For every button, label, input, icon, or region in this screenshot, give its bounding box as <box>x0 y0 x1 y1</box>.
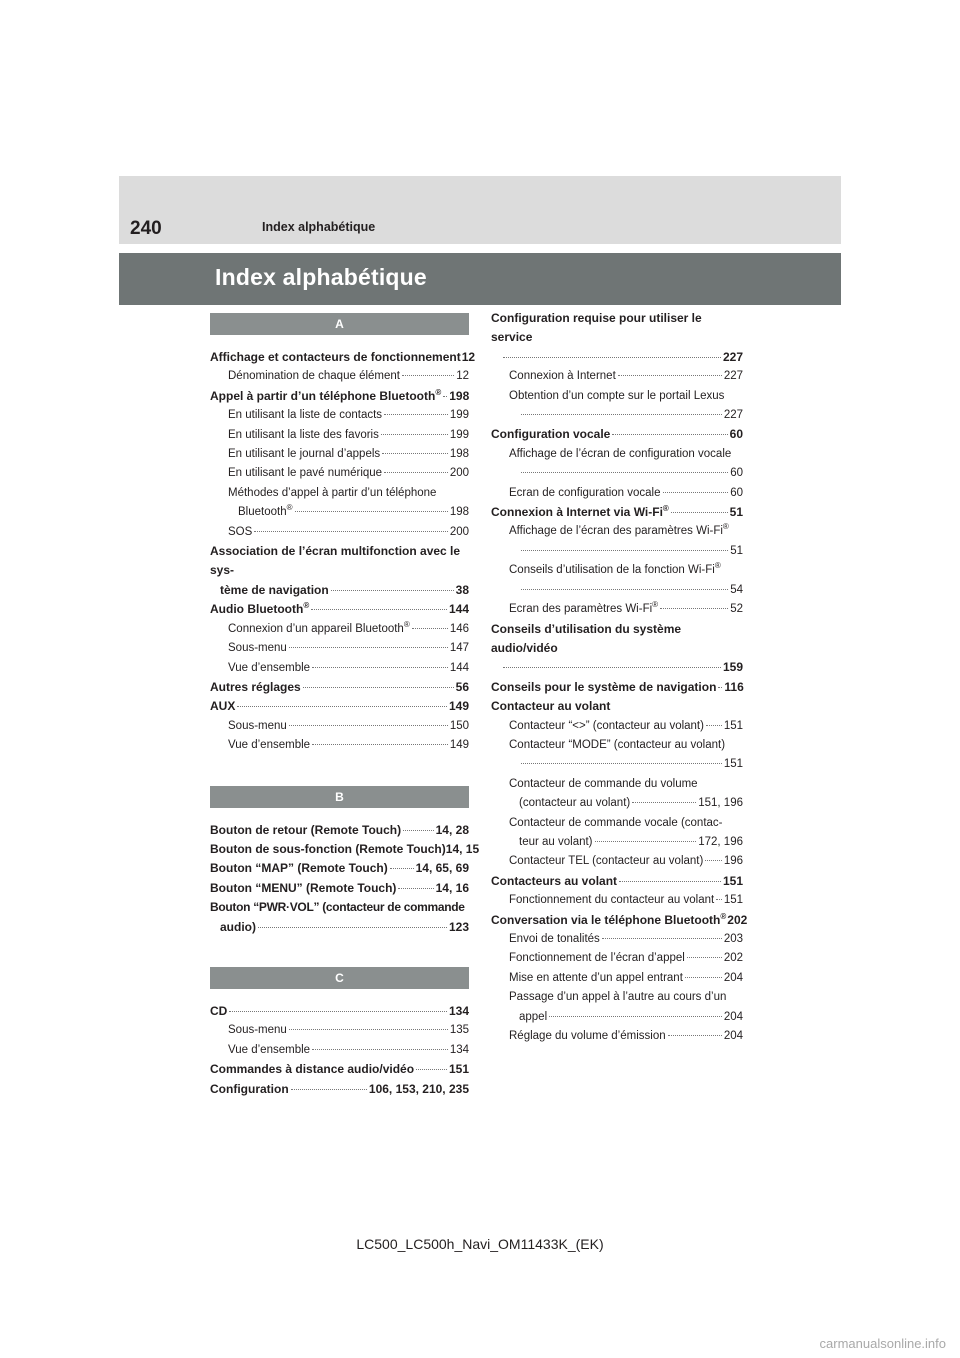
index-subentry: Contacteur TEL (contacteur au volant) 196 <box>509 855 743 868</box>
index-subentry-cont: 151 <box>491 755 743 774</box>
index-entry: Configuration requise pour utiliser le service <box>491 311 702 345</box>
index-subentry: Fonctionnement de l’écran d’appel 202 <box>509 952 743 965</box>
index-subentry: Envoi de tonalités 203 <box>509 933 743 945</box>
index-subentry: Connexion d’un appareil Bluetooth® 146 <box>228 619 469 635</box>
index-subentry-cont: appel 204 <box>519 1010 743 1023</box>
index-entry: Bouton “MENU” (Remote Touch) 14, 16 <box>210 880 469 895</box>
index-subentry: En utilisant la liste des favoris 199 <box>228 428 469 441</box>
index-subentry: Obtention d’un compte sur le portail Lexus <box>509 389 725 402</box>
index-entry: Configuration vocale 60 <box>491 427 743 442</box>
index-subentry: Connexion à Internet 227 <box>509 370 743 383</box>
index-entry: Conversation via le téléphone Bluetooth® 202 <box>491 911 748 927</box>
index-entry: Connexion à Internet via Wi-Fi® 51 <box>491 504 743 520</box>
index-subentry: Vue d’ensemble 149 <box>228 739 469 752</box>
index-entry-cont: tème de navigation 38 <box>220 582 469 597</box>
index-subentry: Mise en attente d’un appel entrant 204 <box>509 971 743 984</box>
index-subentry: Dénomination de chaque élément 12 <box>228 370 469 383</box>
letter-heading-a: A <box>210 313 469 335</box>
letter-heading-b: B <box>210 786 469 808</box>
index-subentry: En utilisant le pavé numérique 200 <box>228 467 469 480</box>
index-subentry: Passage d’un appel à l’autre au cours d’un <box>509 991 727 1004</box>
index-entry: Commandes à distance audio/vidéo 151 <box>210 1062 469 1077</box>
index-entry: Configuration 106, 153, 210, 235 <box>210 1081 469 1096</box>
index-subentry-cont: teur au volant) 172, 196 <box>519 835 743 848</box>
index-subentry: Fonctionnement du contacteur au volant 151 <box>509 894 743 907</box>
index-entry: Bouton “MAP” (Remote Touch) 14, 65, 69 <box>210 861 469 876</box>
index-column-left <box>210 313 480 1099</box>
index-subentry: En utilisant le journal d’appels 198 <box>228 448 469 461</box>
letter-heading-c: C <box>210 967 469 989</box>
index-subentry: Affichage de l’écran de configuration vocale <box>509 447 732 460</box>
index-subentry-cont: 60 <box>491 464 743 483</box>
page-title: Index alphabétique <box>215 264 427 290</box>
index-subentry: Contacteur de commande du volume <box>509 777 698 790</box>
index-subentry: Sous-menu 135 <box>228 1024 469 1037</box>
index-entry-cont: audio) 123 <box>220 919 469 934</box>
index-subentry: Ecran des paramètres Wi-Fi® 52 <box>509 600 743 616</box>
watermark: carmanualsonline.info <box>819 1336 946 1351</box>
index-entry: Contacteur au volant <box>491 699 611 714</box>
document-footer: LC500_LC500h_Navi_OM11433K_(EK) <box>356 1236 604 1252</box>
running-title: Index alphabétique <box>262 220 376 234</box>
index-subentry: Contacteur de commande vocale (contac- <box>509 816 723 829</box>
page-header <box>119 176 841 244</box>
index-entry: Audio Bluetooth® 144 <box>210 601 469 617</box>
index-entry: Autres réglages 56 <box>210 679 469 694</box>
index-entry: Contacteurs au volant 151 <box>491 873 743 888</box>
index-subentry: Vue d’ensemble 144 <box>228 661 469 674</box>
index-subentry: Méthodes d’appel à partir d’un téléphone <box>228 486 437 499</box>
index-subentry-cont: 227 <box>491 406 743 425</box>
index-subentry: Sous-menu 147 <box>228 642 469 655</box>
index-subentry: Contacteur “<>” (contacteur au volant) 151 <box>509 719 743 732</box>
index-subentry: Conseils d’utilisation de la fonction Wi-Fi® <box>509 561 721 577</box>
page-number: 240 <box>130 218 162 239</box>
index-subentry: Contacteur “MODE” (contacteur au volant) <box>509 738 726 751</box>
index-entry: Bouton de retour (Remote Touch) 14, 28 <box>210 822 469 837</box>
index-entry: Conseils pour le système de navigation 116 <box>491 679 744 694</box>
index-subentry: Vue d’ensemble 134 <box>228 1043 469 1056</box>
index-entry: AUX 149 <box>210 699 469 714</box>
index-entry-cont: 159 <box>491 658 743 677</box>
title-band <box>119 253 841 305</box>
index-subentry: Ecran de configuration vocale 60 <box>509 486 743 499</box>
index-subentry: Sous-menu 150 <box>228 719 469 732</box>
index-subentry-cont: 51 <box>491 542 743 561</box>
index-entry-cont: 227 <box>491 348 743 367</box>
index-subentry: Affichage de l’écran des paramètres Wi-Fi® <box>509 522 729 538</box>
index-subentry: En utilisant la liste de contacts 199 <box>228 409 469 422</box>
index-entry: Conseils d’utilisation du système audio/vidéo <box>491 621 682 655</box>
index-subentry: SOS 200 <box>228 525 469 538</box>
index-entry: Bouton “PWR·VOL” (contacteur de commande <box>210 900 465 915</box>
index-subentry-cont: (contacteur au volant) 151, 196 <box>519 797 743 810</box>
index-entry: Appel à partir d’un téléphone Bluetooth® 198 <box>210 387 470 403</box>
index-entry: Association de l’écran multifonction avec le sys- <box>210 544 461 578</box>
index-subentry-cont: Bluetooth® 198 <box>238 503 469 519</box>
index-entry: CD 134 <box>210 1003 469 1018</box>
index-entry: Bouton de sous-fonction (Remote Touch) 14, 15 <box>210 841 480 856</box>
index-subentry: Réglage du volume d’émission 204 <box>509 1030 743 1043</box>
index-column-right <box>491 309 748 1046</box>
index-subentry-cont: 54 <box>491 581 743 600</box>
index-entry: Affichage et contacteurs de fonctionnement 12 <box>210 350 476 364</box>
